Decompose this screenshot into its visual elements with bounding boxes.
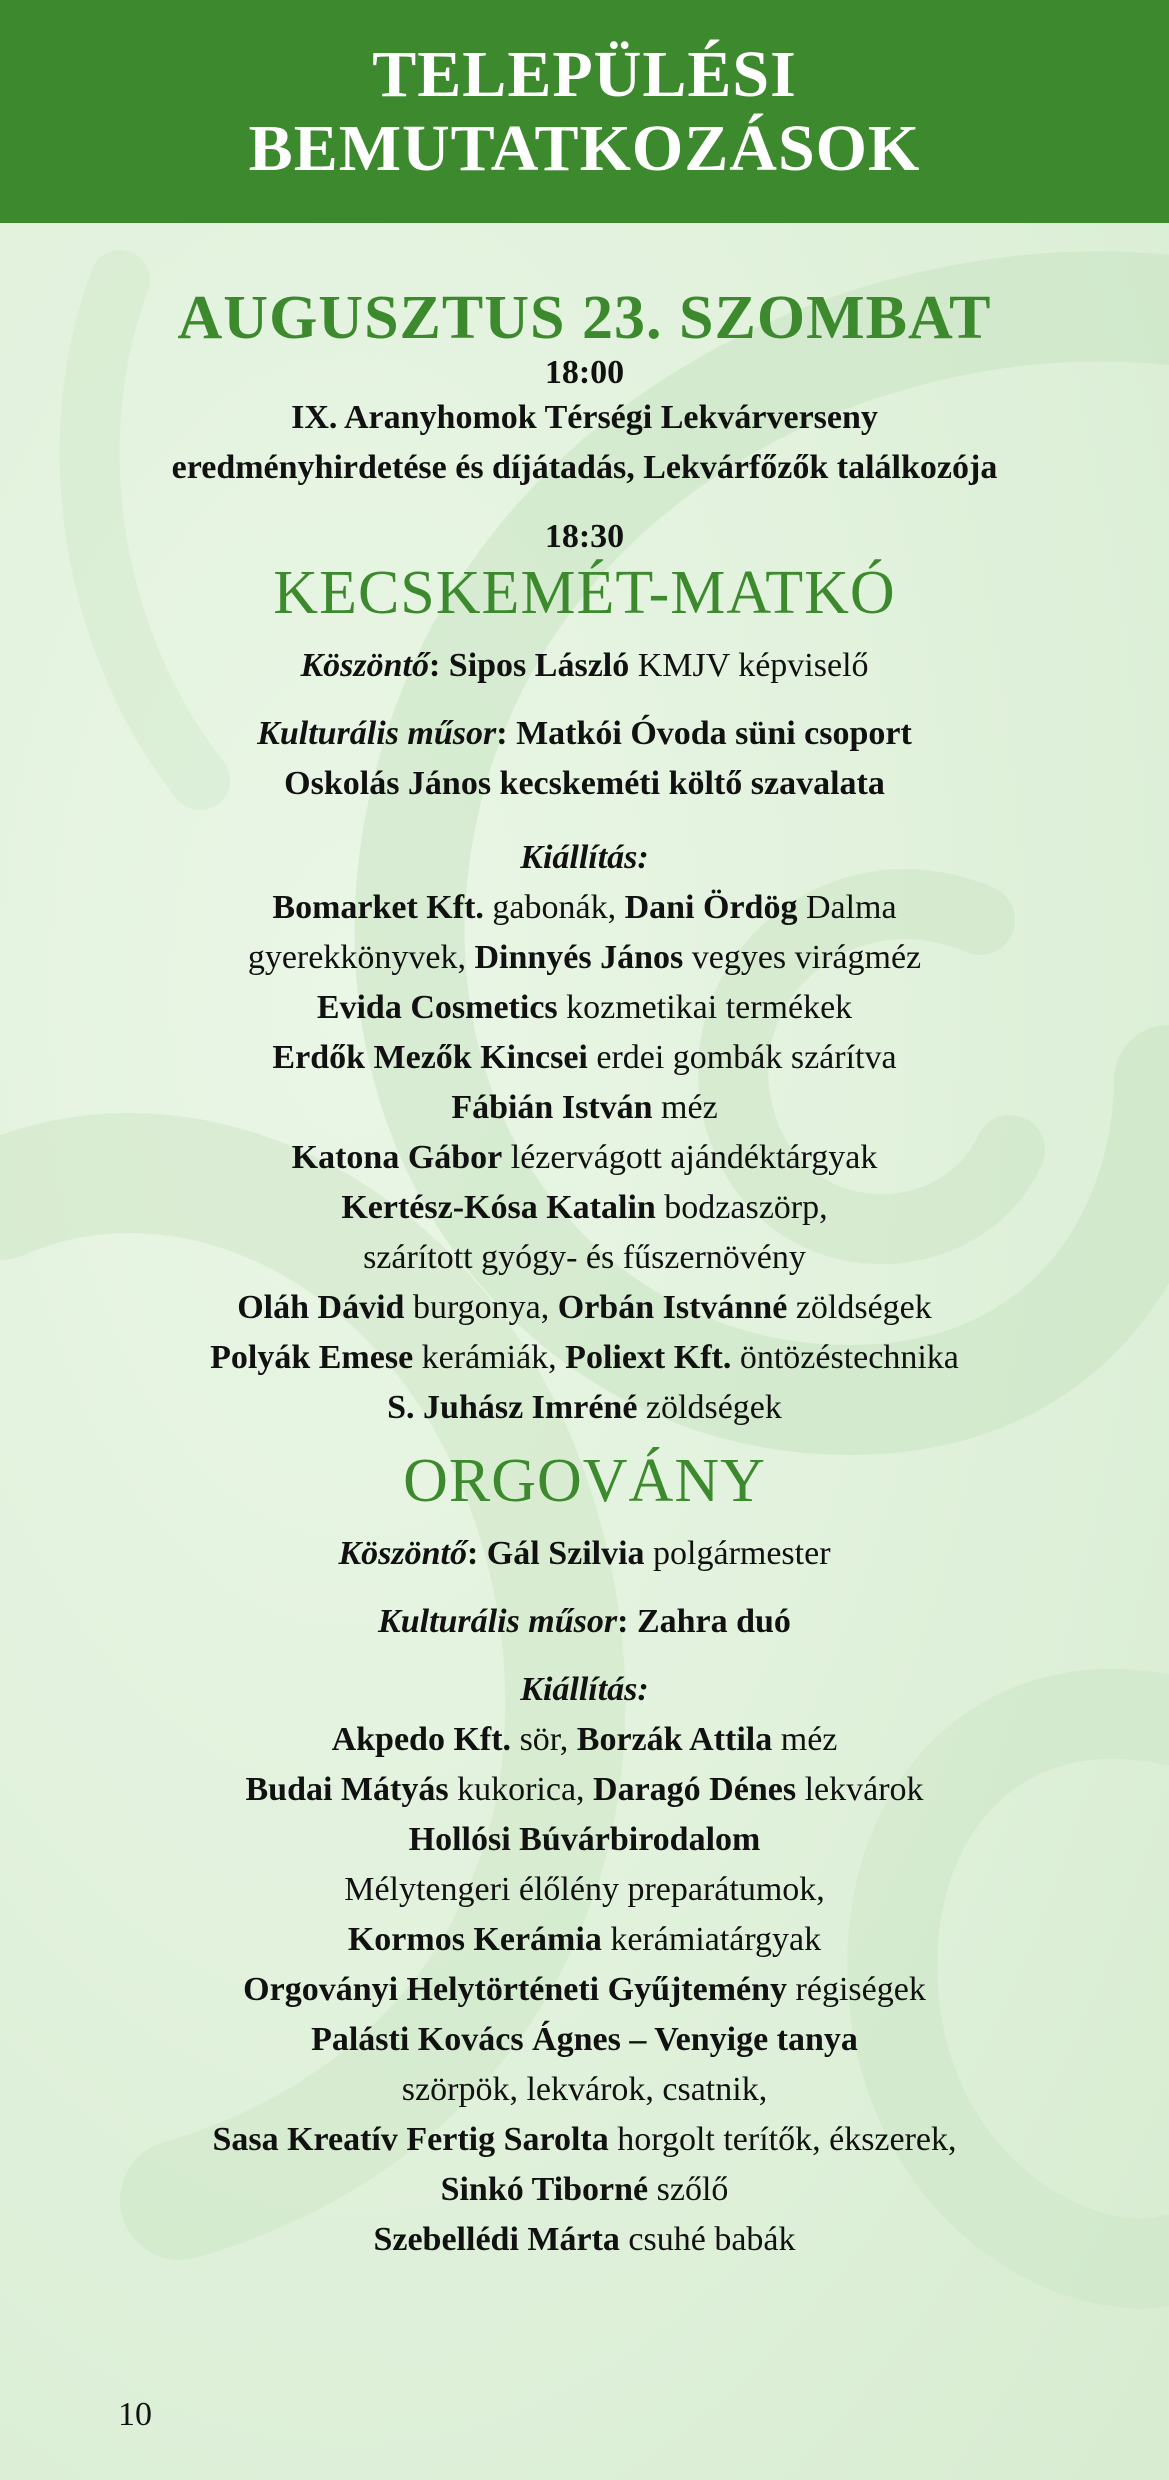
exhibitor-row: Oláh Dávid burgonya, Orbán Istvánné zöldségek bbox=[237, 1289, 932, 1326]
section2-program: Kulturális műsor: Zahra duó bbox=[378, 1603, 791, 1640]
event1-title-line-2: eredményhirdetése és díjátadás, Lekvárfőzők találkozója bbox=[171, 449, 998, 486]
page-number: 10 bbox=[118, 2396, 152, 2433]
event-date-heading: AUGUSZTUS 23. SZOMBAT bbox=[177, 284, 992, 352]
greeting-name: Gál Szilvia bbox=[486, 1535, 645, 1572]
exhibitor-row: szárított gyógy- és fűszernövény bbox=[363, 1239, 806, 1276]
exhibitor-row: gyerekkönyvek, Dinnyés János vegyes virágméz bbox=[247, 939, 922, 976]
exhibitor-row: Kormos Kerámia kerámiatárgyak bbox=[347, 1921, 822, 1958]
section1-program: Kulturális műsor: Matkói Óvoda süni csoport bbox=[257, 715, 912, 752]
section1-title: KECSKEMÉT-MATKÓ bbox=[273, 559, 896, 627]
greeting-name: Sipos László bbox=[448, 647, 630, 684]
greeting-role: KMJV képviselő bbox=[637, 647, 869, 684]
greeting-label: Köszöntő bbox=[300, 647, 429, 684]
section2-greeting: Köszöntő: Gál Szilvia polgármester bbox=[338, 1535, 831, 1572]
header-title-line-2: BEMUTATKOZÁSOK bbox=[248, 111, 921, 185]
event1-title-line-1: IX. Aranyhomok Térségi Lekvárverseny bbox=[291, 399, 878, 436]
exhibitor-row: Bomarket Kft. gabonák, Dani Ördög Dalma bbox=[272, 889, 897, 926]
exhibitor-row: Szebellédi Márta csuhé babák bbox=[373, 2221, 796, 2258]
section2-exhibit-label: Kiállítás: bbox=[520, 1671, 649, 1708]
exhibitor-row: S. Juhász Imréné zöldségek bbox=[387, 1389, 782, 1426]
section1-exhibit-label: Kiállítás: bbox=[520, 839, 649, 876]
header-title-line-1: TELEPÜLÉSI bbox=[372, 37, 797, 111]
program-line-1: Zahra duó bbox=[636, 1603, 791, 1640]
exhibitor-row: Hollósi Búvárbirodalom bbox=[408, 1821, 761, 1858]
exhibitor-row: Orgoványi Helytörténeti Gyűjtemény régiségek bbox=[243, 1971, 926, 2008]
section2-title: ORGOVÁNY bbox=[403, 1447, 766, 1515]
exhibitor-row: Akpedo Kft. sör, Borzák Attila méz bbox=[331, 1721, 838, 1758]
program-label: Kulturális műsor bbox=[378, 1603, 618, 1640]
exhibitor-row: Kertész-Kósa Katalin bodzaszörp, bbox=[341, 1189, 828, 1226]
program-line-2: Oskolás János kecskeméti költő szavalata bbox=[284, 765, 885, 802]
exhibitor-row: Palásti Kovács Ágnes – Venyige tanya bbox=[311, 2021, 858, 2058]
section1-time: 18:30 bbox=[544, 518, 625, 555]
program-content bbox=[0, 283, 1169, 2265]
section1-greeting: Köszöntő: Sipos László KMJV képviselő bbox=[300, 647, 869, 684]
exhibitor-row: Sasa Kreatív Fertig Sarolta horgolt terítők, ékszerek, bbox=[212, 2121, 957, 2158]
event1-time: 18:00 bbox=[544, 354, 625, 391]
exhibitor-row: Evida Cosmetics kozmetikai termékek bbox=[316, 989, 853, 1026]
exhibitor-row: Fábián István méz bbox=[451, 1089, 718, 1126]
exhibitor-row: szörpök, lekvárok, csatnik, bbox=[401, 2071, 768, 2108]
exhibitor-row: Polyák Emese kerámiák, Poliext Kft. öntözéstechnika bbox=[210, 1339, 959, 1376]
program-line-1: Matkói Óvoda süni csoport bbox=[516, 715, 912, 752]
exhibitor-row: Sinkó Tiborné szőlő bbox=[440, 2171, 729, 2208]
page-header bbox=[0, 0, 1169, 223]
program-label: Kulturális műsor bbox=[257, 715, 497, 752]
greeting-role: polgármester bbox=[653, 1535, 831, 1572]
exhibitor-row: Budai Mátyás kukorica, Daragó Dénes lekvárok bbox=[245, 1771, 924, 1808]
greeting-label: Köszöntő bbox=[338, 1535, 467, 1572]
exhibitor-row: Mélytengeri élőlény preparátumok, bbox=[344, 1871, 825, 1908]
exhibitor-row: Katona Gábor lézervágott ajándéktárgyak bbox=[291, 1139, 878, 1176]
exhibitor-row: Erdők Mezők Kincsei erdei gombák szárítva bbox=[272, 1039, 897, 1076]
